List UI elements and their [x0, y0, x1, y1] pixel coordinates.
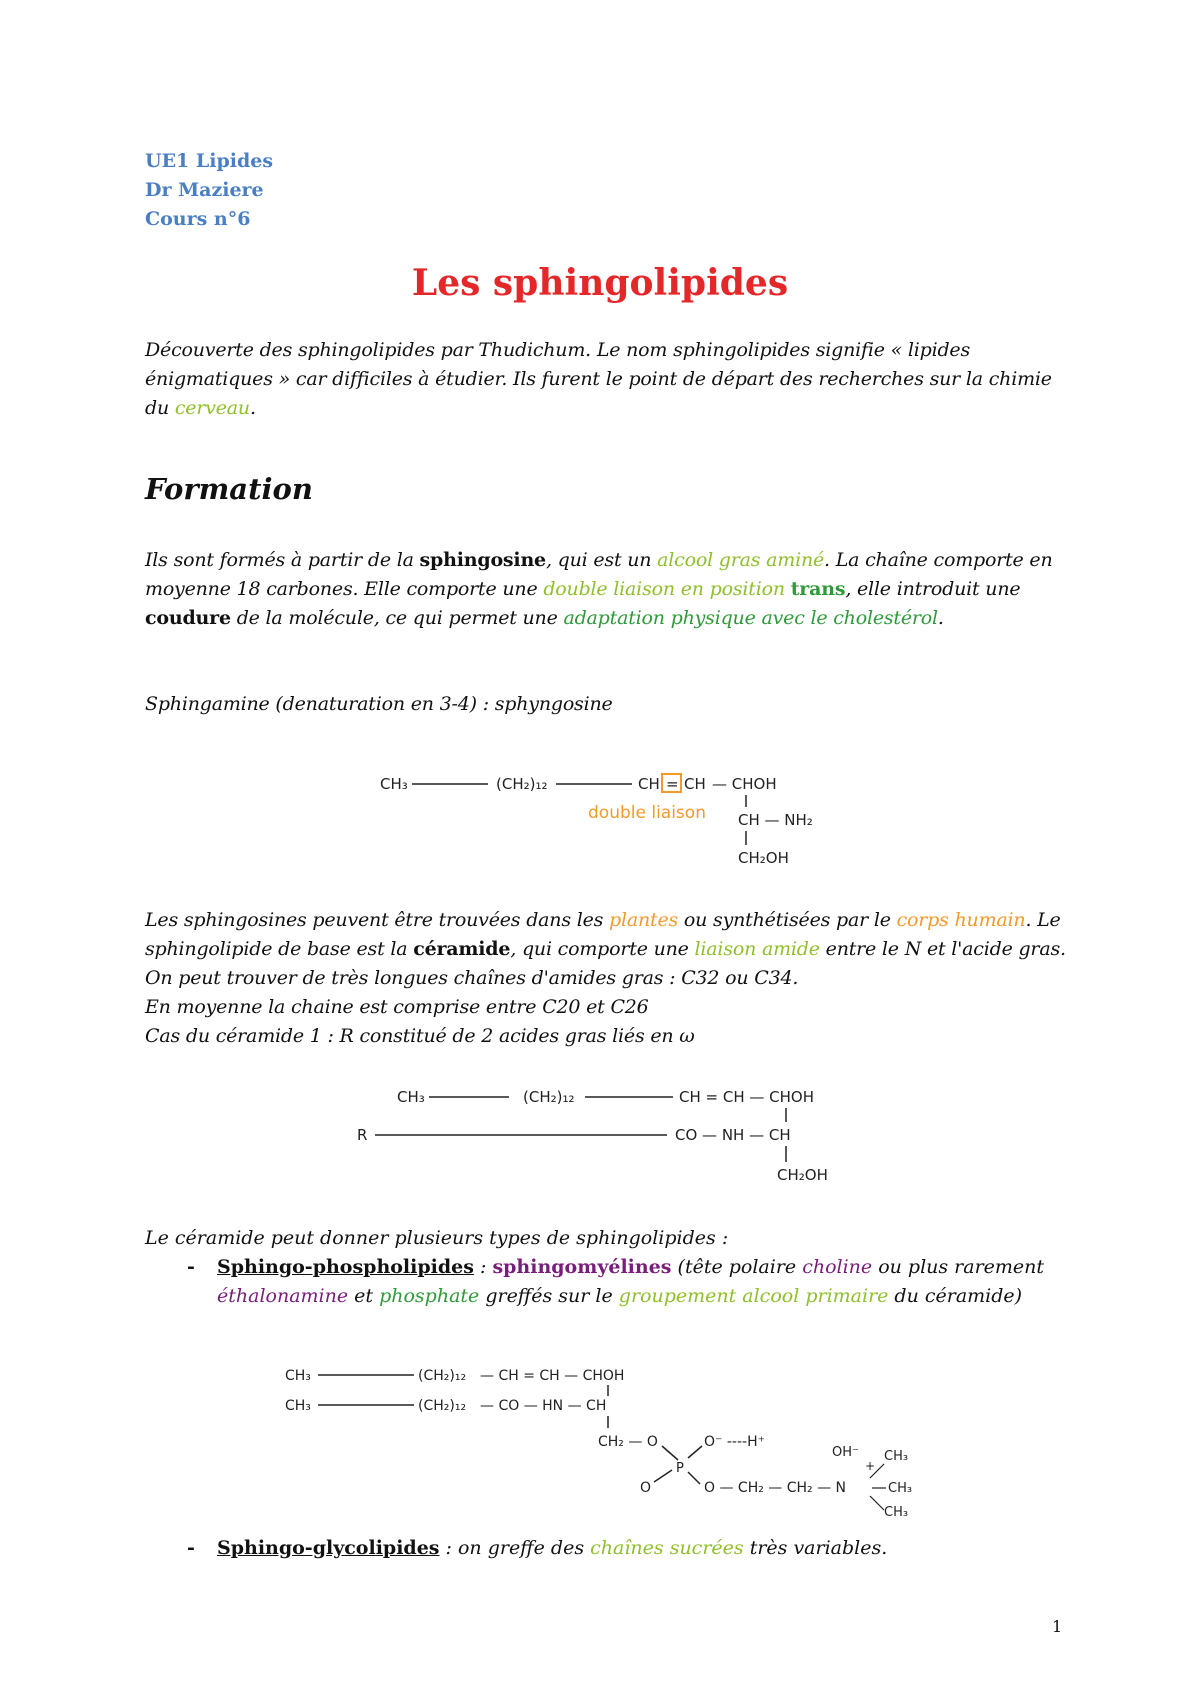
s3-chain1: (CH₂)₁₂ [418, 1368, 467, 1384]
term-sphingomyelines: sphingomyélines [492, 1256, 672, 1278]
highlight-ethalonamine: éthalonamine [217, 1285, 349, 1307]
intro-paragraph [145, 336, 1075, 423]
s3-plus: + [865, 1459, 876, 1473]
s3-row1: — CH = CH — CHOH [480, 1368, 625, 1384]
highlight-alcool: alcool gras aminé [657, 549, 825, 571]
s3-oh2: OH⁻ [832, 1445, 859, 1460]
item-title-glycolipides: Sphingo-glycolipides [217, 1537, 440, 1559]
sphingosine-structure [370, 765, 850, 885]
term-ceramide: céramide [413, 938, 511, 960]
term-coudure: coudure [145, 607, 231, 629]
highlight-adaptation: adaptation physique avec le cholestérol [563, 607, 938, 629]
p2-e: entre le N et l'acide gras. On peut trouver de très longues chaînes d'amides gras : C32 ou C34. [145, 938, 1066, 989]
intro-text: Découverte des sphingolipides par Thudichum. Le nom sphingolipides signifie « lipides énigmatiques » car difficiles à étudier. Ils furent le point de départ des recherches sur la chimie du [145, 339, 1052, 419]
s3-chain2: (CH₂)₁₂ [418, 1398, 467, 1414]
s2-row1: CH = CH — CHOH [679, 1088, 814, 1106]
s3-p: P [676, 1461, 684, 1476]
text-e: , elle introduit une [845, 578, 1021, 600]
s3-bond-p [662, 1446, 678, 1460]
i1-e: greffés sur le [479, 1285, 619, 1307]
s3-row4: O — CH₂ — CH₂ — N [704, 1480, 847, 1496]
term-trans: trans [790, 578, 846, 600]
list-bullet: - [187, 1256, 195, 1278]
header-course: UE1 Lipides [145, 150, 274, 172]
i1-b: (tête polaire [671, 1256, 803, 1278]
sphingamine-line: Sphingamine (denaturation en 3-4) : sphyngosine [145, 693, 613, 715]
s1-ch3: CH₃ [380, 775, 408, 793]
text-a: Ils sont formés à partir de la [145, 549, 420, 571]
formation-paragraph [145, 546, 1075, 633]
s3-ch3b: CH₃ [285, 1398, 311, 1414]
page-number: 1 [1052, 1617, 1063, 1636]
course-header [145, 147, 273, 234]
s3-bond-o2 [654, 1470, 672, 1482]
ceramide-paragraph [145, 906, 1075, 1051]
highlight-plantes: plantes [609, 909, 679, 931]
highlight-choline: choline [802, 1256, 873, 1278]
s3-bond-o3 [688, 1472, 700, 1484]
list-item-2 [145, 1534, 1075, 1563]
p2-d: , qui comporte une [510, 938, 695, 960]
section-heading-formation: Formation [145, 472, 313, 506]
s2-chain: (CH₂)₁₂ [523, 1088, 575, 1106]
sphingolipid-types-list [145, 1224, 1075, 1311]
i2-b: très variables. [743, 1537, 888, 1559]
s3-m2: CH₃ [888, 1481, 913, 1496]
list-item [145, 1534, 1075, 1563]
intro-end: . [249, 397, 256, 419]
text-g: . [937, 607, 944, 629]
s3-oh: O⁻ ----H⁺ [704, 1434, 765, 1450]
s1-ch2oh: CH₂OH [738, 849, 789, 867]
p2-line2: En moyenne la chaine est comprise entre C20 et C26 [145, 996, 649, 1018]
s2-row2: CO — NH — CH [675, 1126, 791, 1144]
text-f: de la molécule, ce qui permet une [230, 607, 564, 629]
i2-a: : on greffe des [439, 1537, 591, 1559]
p2-b: ou synthétisées par le [678, 909, 897, 931]
p2-c: . Le sphingolipide de base est la [145, 909, 1061, 960]
s3-row2: — CO — HN — CH [480, 1398, 607, 1414]
s3-ch2o: CH₂ — O [598, 1434, 658, 1450]
highlight-corps: corps humain [896, 909, 1026, 931]
page-title: Les sphingolipides [411, 262, 789, 304]
s1-eq: = [666, 775, 679, 793]
s2-r: R [357, 1126, 368, 1144]
s3-m3: CH₃ [884, 1505, 909, 1520]
s3-bond-m3 [870, 1496, 884, 1510]
highlight-groupement: groupement alcool primaire [618, 1285, 889, 1307]
term-sphingosine: sphingosine [419, 549, 546, 571]
p2-a: Les sphingosines peuvent être trouvées dans les [145, 909, 610, 931]
s1-ch: CH [638, 775, 660, 793]
s1-chain: (CH₂)₁₂ [496, 775, 548, 793]
s2-ch3: CH₃ [397, 1088, 425, 1106]
highlight-chaines: chaînes sucrées [590, 1537, 744, 1559]
ceramide-structure [345, 1082, 865, 1202]
s3-bond-o1 [688, 1446, 702, 1458]
highlight-double: double liaison en position [543, 578, 785, 600]
s3-o: O [640, 1480, 652, 1496]
highlight-phosphate: phosphate [379, 1285, 480, 1307]
highlight-cerveau: cerveau [174, 397, 250, 419]
s3-ch3a: CH₃ [285, 1368, 311, 1384]
i1-a: : [473, 1256, 493, 1278]
s3-m1: CH₃ [884, 1449, 909, 1464]
i1-f: du céramide) [888, 1285, 1023, 1307]
p2-line3: Cas du céramide 1 : R constitué de 2 acides gras liés en ω [145, 1025, 695, 1047]
i1-d: et [348, 1285, 380, 1307]
s1-choh: — CHOH [712, 775, 777, 793]
text-c: . La chaîne comporte en moyenne 18 carbones. Elle comporte une [145, 549, 1053, 600]
item-title-phospholipides: Sphingo-phospholipides [217, 1256, 474, 1278]
list-item [145, 1253, 1075, 1311]
s1-ch2: CH [684, 775, 706, 793]
list-intro: Le céramide peut donner plusieurs types de sphingolipides : [145, 1227, 729, 1249]
i1-c: ou plus rarement [872, 1256, 1045, 1278]
highlight-liaison: liaison amide [694, 938, 820, 960]
s1-chnh: CH — NH₂ [738, 811, 813, 829]
text-b: , qui est un [545, 549, 658, 571]
list-bullet: - [187, 1537, 195, 1559]
sphingomyelin-structure [280, 1360, 920, 1520]
double-bond-label: double liaison [588, 803, 706, 823]
s2-ch2oh: CH₂OH [777, 1166, 828, 1184]
header-teacher: Dr Maziere [145, 179, 264, 201]
header-lesson: Cours n°6 [145, 208, 251, 230]
